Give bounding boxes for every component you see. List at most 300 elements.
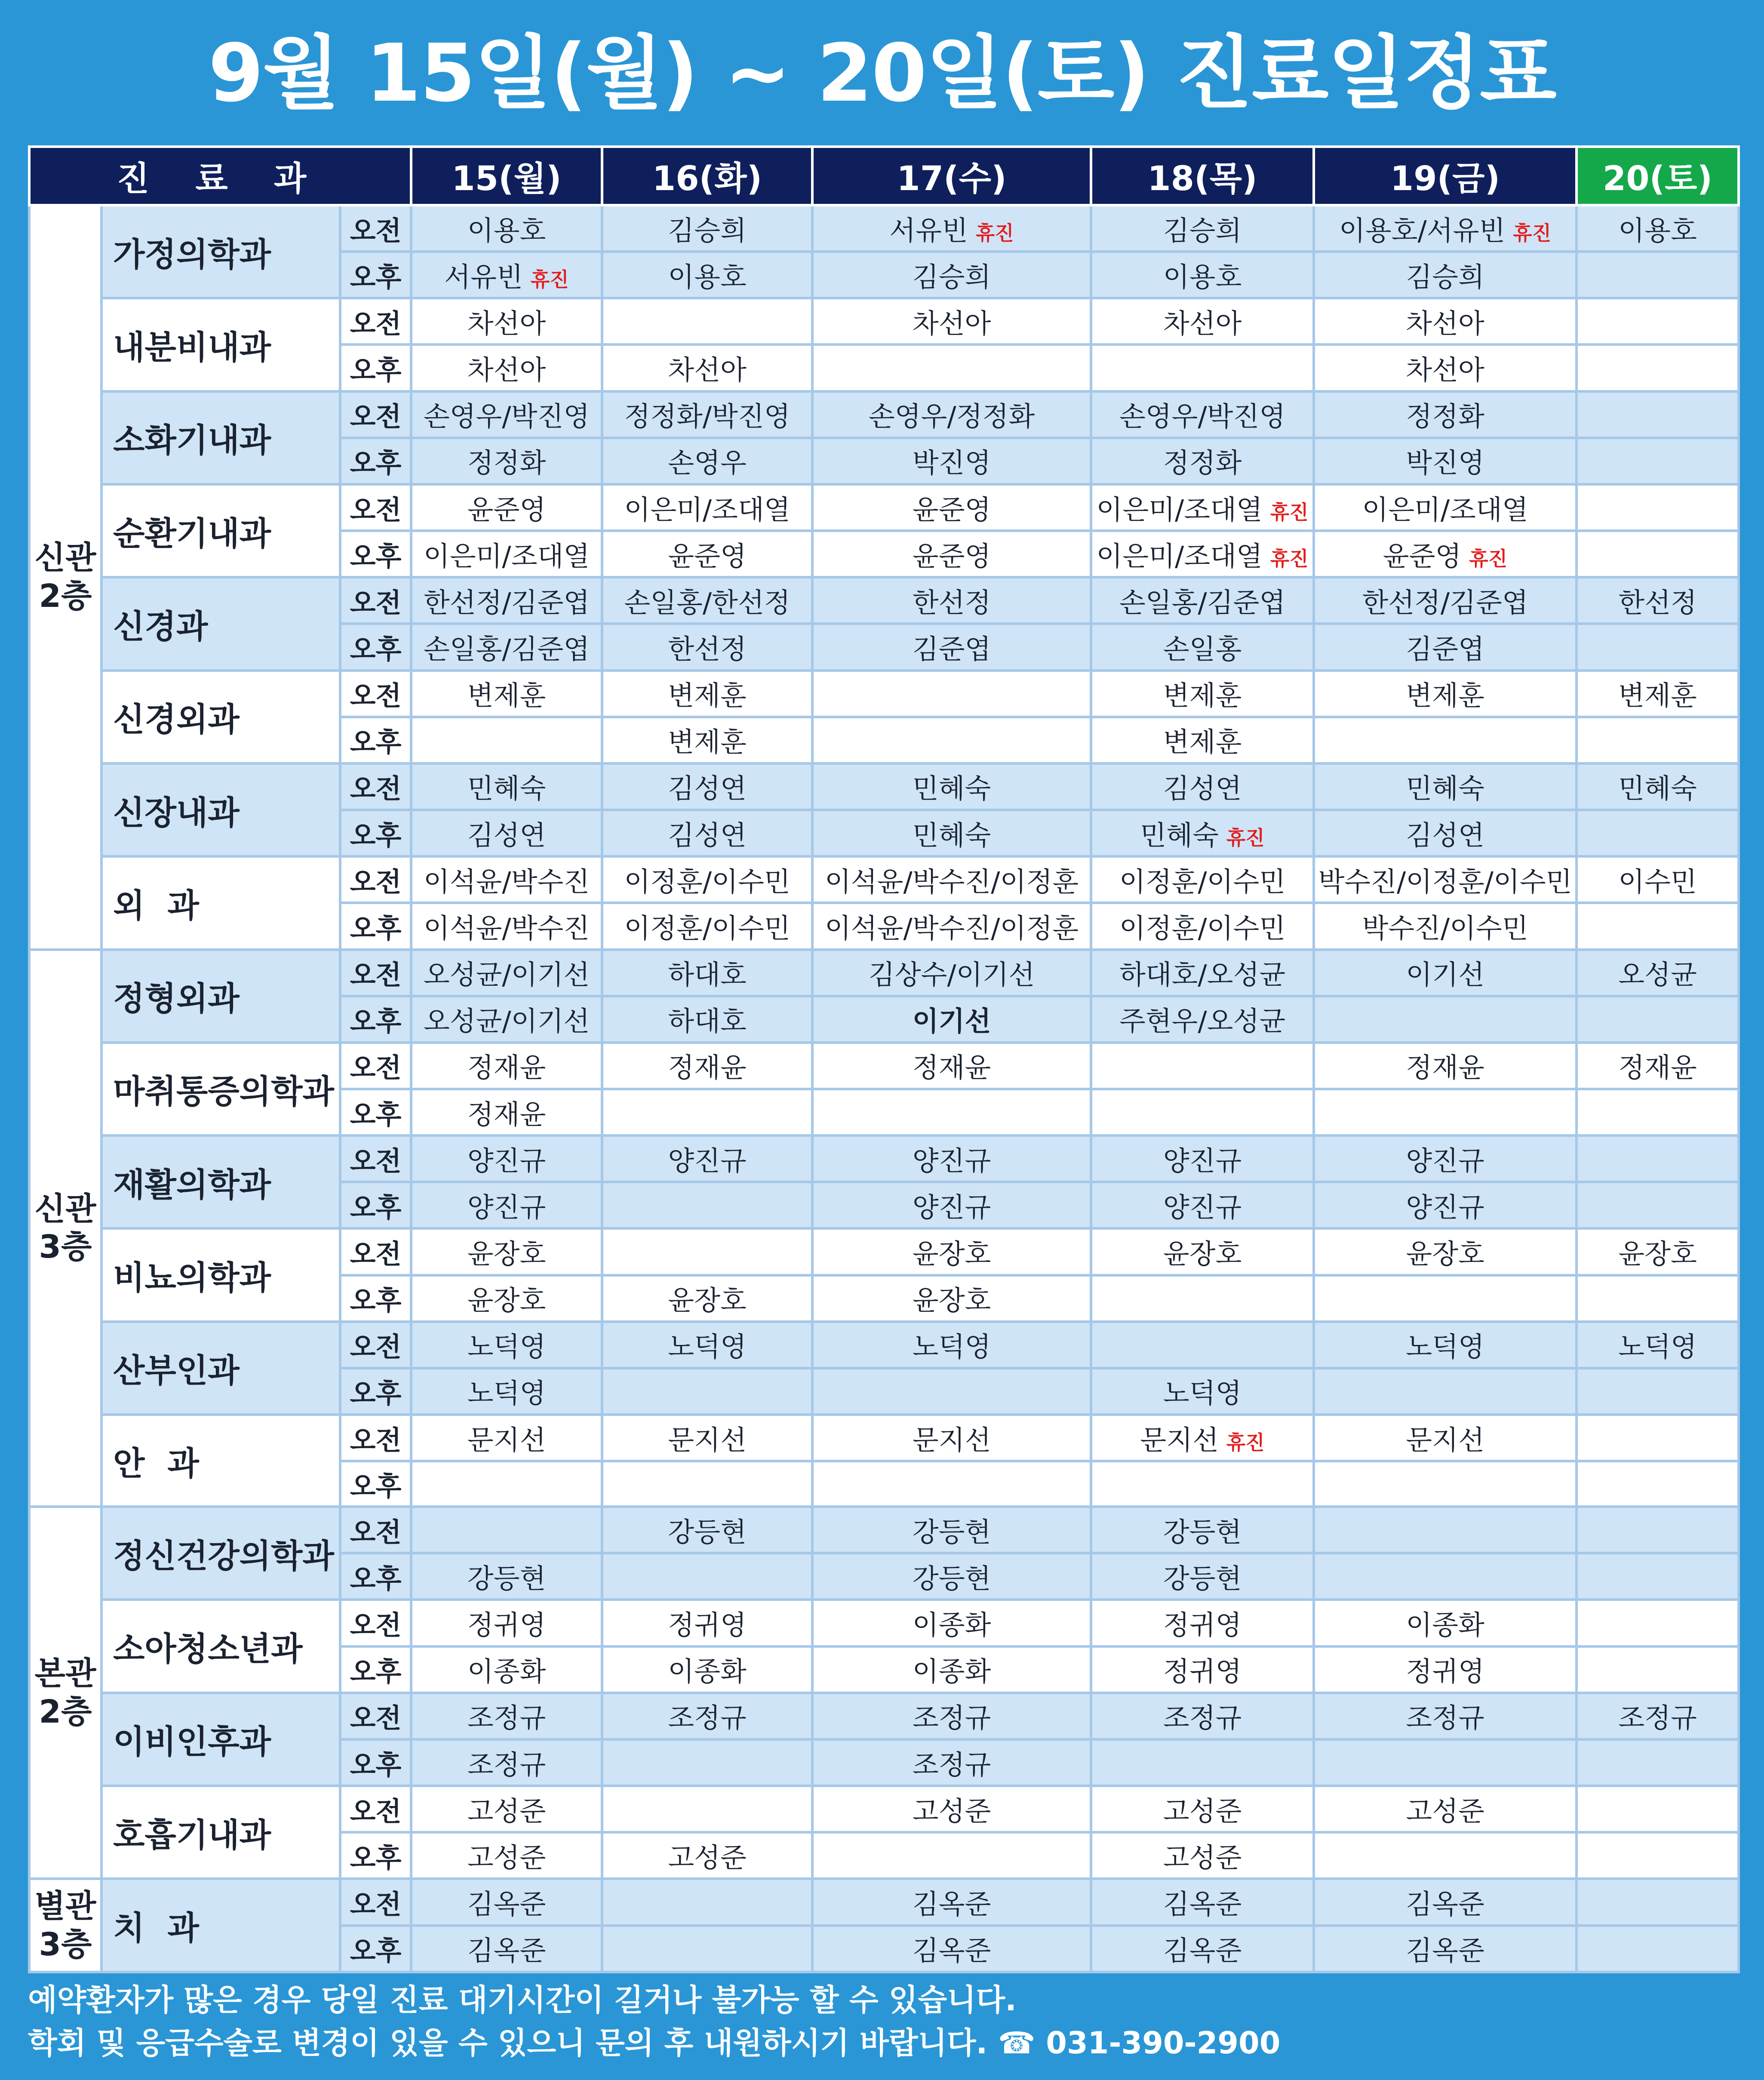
period-morning: 오전 bbox=[340, 205, 411, 252]
doctor-cell bbox=[1577, 903, 1739, 949]
doctor-cell bbox=[1091, 1786, 1314, 1832]
doctor-cell bbox=[411, 1368, 602, 1415]
doctor-cell bbox=[411, 1600, 602, 1646]
department-name: 정신건강의학과 bbox=[101, 1507, 340, 1600]
doctor-cell bbox=[1577, 252, 1739, 298]
doctor-name: 조정규 bbox=[912, 1749, 991, 1781]
doctor-name: 윤장호 bbox=[912, 1285, 991, 1317]
doctor-cell bbox=[812, 810, 1091, 856]
doctor-name: 강등현 bbox=[1163, 1516, 1242, 1548]
doctor-cell bbox=[1314, 1415, 1577, 1461]
department-name: 정형외과 bbox=[101, 950, 340, 1043]
doctor-cell bbox=[602, 1089, 812, 1135]
doctor-name: 노덕영 bbox=[1163, 1378, 1242, 1409]
doctor-name: 이석윤/박수진 bbox=[423, 912, 590, 944]
doctor-cell bbox=[411, 1926, 602, 1972]
department-name: 치 과 bbox=[101, 1879, 340, 1972]
building-label-line: 3층 bbox=[39, 1926, 92, 1963]
doctor-cell bbox=[602, 391, 812, 438]
doctor-name: 차선아 bbox=[467, 308, 546, 339]
doctor-name: 윤장호 bbox=[1618, 1238, 1697, 1270]
doctor-cell bbox=[812, 1600, 1091, 1646]
period-afternoon: 오후 bbox=[340, 810, 411, 856]
phone-number[interactable]: 031-390-2900 bbox=[1046, 2025, 1281, 2061]
saturday-header: 20(토) bbox=[1577, 147, 1739, 205]
doctor-cell bbox=[1577, 1832, 1739, 1879]
doctor-name: 변제훈 bbox=[1618, 680, 1697, 712]
doctor-name: 이은미/조대열 bbox=[1362, 494, 1528, 526]
doctor-cell bbox=[1314, 950, 1577, 996]
doctor-cell bbox=[812, 1693, 1091, 1739]
period-morning: 오전 bbox=[340, 1879, 411, 1925]
doctor-name: 강등현 bbox=[912, 1563, 991, 1594]
doctor-name: 이기선 bbox=[1406, 959, 1484, 991]
doctor-cell bbox=[812, 1043, 1091, 1089]
doctor-cell bbox=[411, 1182, 602, 1228]
period-morning: 오전 bbox=[340, 1043, 411, 1089]
doctor-cell bbox=[411, 1461, 602, 1507]
doctor-cell bbox=[1091, 1275, 1314, 1322]
schedule-row bbox=[29, 950, 1739, 996]
doctor-cell bbox=[1577, 671, 1739, 717]
doctor-name: 노덕영 bbox=[1406, 1331, 1484, 1363]
doctor-cell bbox=[812, 1275, 1091, 1322]
doctor-cell bbox=[1091, 1553, 1314, 1600]
doctor-name: 이종화 bbox=[668, 1656, 747, 1688]
schedule-row bbox=[29, 298, 1739, 345]
doctor-name: 이용호 bbox=[467, 215, 546, 246]
doctor-cell bbox=[1314, 810, 1577, 856]
doctor-name: 김옥준 bbox=[467, 1888, 546, 1920]
doctor-name: 주현우/오성균 bbox=[1119, 1006, 1286, 1037]
doctor-cell bbox=[602, 1926, 812, 1972]
doctor-name: 조정규 bbox=[668, 1702, 747, 1734]
doctor-name: 노덕영 bbox=[467, 1331, 546, 1363]
doctor-name: 문지선 bbox=[912, 1424, 991, 1456]
period-afternoon: 오후 bbox=[340, 1646, 411, 1693]
day-header: 17(수) bbox=[812, 147, 1091, 205]
building-label-line: 신관 bbox=[34, 1190, 96, 1228]
doctor-cell bbox=[411, 438, 602, 484]
doctor-cell bbox=[812, 1461, 1091, 1507]
doctor-cell bbox=[1314, 1600, 1577, 1646]
doctor-cell bbox=[1577, 1646, 1739, 1693]
doctor-cell bbox=[1577, 1461, 1739, 1507]
doctor-cell bbox=[1577, 763, 1739, 810]
doctor-name: 한선정 bbox=[1618, 587, 1697, 618]
doctor-cell bbox=[1091, 1415, 1314, 1461]
department-name: 소화기내과 bbox=[101, 391, 340, 484]
doctor-cell bbox=[1314, 1182, 1577, 1228]
doctor-cell bbox=[812, 1368, 1091, 1415]
doctor-cell bbox=[602, 205, 812, 252]
doctor-cell bbox=[411, 391, 602, 438]
doctor-name: 윤장호 bbox=[1163, 1238, 1242, 1270]
department-name: 가정의학과 bbox=[101, 205, 340, 298]
doctor-cell bbox=[602, 577, 812, 624]
doctor-cell bbox=[1577, 1507, 1739, 1553]
doctor-cell bbox=[812, 1322, 1091, 1368]
department-name: 이비인후과 bbox=[101, 1693, 340, 1786]
doctor-name: 한선정 bbox=[912, 587, 991, 618]
doctor-cell bbox=[1314, 1786, 1577, 1832]
doctor-name: 이종화 bbox=[912, 1609, 991, 1641]
doctor-name: 김옥준 bbox=[912, 1888, 991, 1920]
doctor-name: 고성준 bbox=[912, 1795, 991, 1827]
doctor-cell bbox=[812, 903, 1091, 949]
doctor-name: 고성준 bbox=[1163, 1842, 1242, 1874]
doctor-name: 손일홍/김준엽 bbox=[423, 633, 590, 665]
doctor-name: 김승희 bbox=[1406, 261, 1484, 293]
doctor-name: 정귀영 bbox=[1163, 1656, 1242, 1688]
department-name: 신경외과 bbox=[101, 671, 340, 763]
doctor-cell bbox=[812, 391, 1091, 438]
doctor-name: 김승희 bbox=[912, 261, 991, 293]
doctor-name: 민혜숙 bbox=[467, 773, 546, 805]
doctor-name: 양진규 bbox=[912, 1145, 991, 1177]
department-name: 호흡기내과 bbox=[101, 1786, 340, 1879]
doctor-cell bbox=[602, 1832, 812, 1879]
dept-column-header: 진 료 과 bbox=[29, 147, 411, 205]
doctor-cell bbox=[602, 717, 812, 763]
doctor-cell bbox=[1314, 205, 1577, 252]
schedule-row bbox=[29, 1600, 1739, 1646]
doctor-name: 이용호 bbox=[1163, 261, 1242, 293]
doctor-cell bbox=[602, 1553, 812, 1600]
department-name: 신경과 bbox=[101, 577, 340, 670]
doctor-name: 노덕영 bbox=[1618, 1331, 1697, 1363]
doctor-cell bbox=[602, 1879, 812, 1925]
period-afternoon: 오후 bbox=[340, 1089, 411, 1135]
doctor-cell bbox=[411, 484, 602, 531]
doctor-cell bbox=[602, 1786, 812, 1832]
department-name: 산부인과 bbox=[101, 1322, 340, 1415]
doctor-name: 노덕영 bbox=[467, 1378, 546, 1409]
doctor-name: 고성준 bbox=[668, 1842, 747, 1874]
doctor-cell bbox=[1091, 1135, 1314, 1182]
period-morning: 오전 bbox=[340, 484, 411, 531]
doctor-name: 이수민 bbox=[1618, 866, 1697, 898]
doctor-cell bbox=[812, 531, 1091, 577]
schedule-row bbox=[29, 1786, 1739, 1832]
doctor-name: 차선아 bbox=[1163, 308, 1242, 339]
building-label bbox=[29, 205, 101, 950]
doctor-name: 조정규 bbox=[912, 1702, 991, 1734]
doctor-cell bbox=[812, 1739, 1091, 1786]
doctor-cell bbox=[1577, 345, 1739, 391]
doctor-name: 이정훈/이수민 bbox=[624, 912, 790, 944]
doctor-cell bbox=[1314, 996, 1577, 1043]
doctor-cell bbox=[1091, 345, 1314, 391]
doctor-cell bbox=[1091, 1182, 1314, 1228]
doctor-cell bbox=[1314, 577, 1577, 624]
closed-badge: 휴진 bbox=[1513, 221, 1552, 245]
doctor-cell bbox=[1577, 531, 1739, 577]
doctor-cell bbox=[1314, 1135, 1577, 1182]
schedule-row bbox=[29, 1507, 1739, 1553]
doctor-name: 윤장호 bbox=[467, 1238, 546, 1270]
doctor-cell bbox=[602, 1415, 812, 1461]
department-name: 안 과 bbox=[101, 1415, 340, 1507]
doctor-cell bbox=[1091, 1228, 1314, 1275]
doctor-cell bbox=[812, 577, 1091, 624]
doctor-cell bbox=[1577, 950, 1739, 996]
doctor-cell bbox=[1314, 763, 1577, 810]
doctor-cell bbox=[1314, 531, 1577, 577]
doctor-cell bbox=[1091, 1043, 1314, 1089]
doctor-name: 하대호/오성균 bbox=[1119, 959, 1286, 991]
doctor-name: 이기선 bbox=[912, 1006, 991, 1037]
doctor-cell bbox=[1091, 1739, 1314, 1786]
doctor-name: 변제훈 bbox=[668, 680, 747, 712]
closed-badge: 휴진 bbox=[530, 268, 569, 291]
doctor-cell bbox=[1091, 1879, 1314, 1925]
doctor-cell bbox=[1577, 1089, 1739, 1135]
building-label-line: 3층 bbox=[39, 1228, 92, 1266]
doctor-name: 김성연 bbox=[467, 819, 546, 851]
doctor-cell bbox=[602, 484, 812, 531]
doctor-name: 서유빈 bbox=[889, 215, 968, 246]
doctor-cell bbox=[411, 1135, 602, 1182]
doctor-cell bbox=[1577, 624, 1739, 670]
doctor-name: 박수진/이수민 bbox=[1362, 912, 1528, 944]
doctor-cell bbox=[1314, 1368, 1577, 1415]
doctor-cell bbox=[1577, 1879, 1739, 1925]
day-header: 18(목) bbox=[1091, 147, 1314, 205]
doctor-name: 윤준영 bbox=[1383, 540, 1462, 572]
doctor-cell bbox=[411, 1646, 602, 1693]
footer-line-2 bbox=[28, 2022, 1737, 2065]
period-morning: 오전 bbox=[340, 577, 411, 624]
doctor-name: 정정화/박진영 bbox=[624, 401, 790, 433]
doctor-cell bbox=[602, 810, 812, 856]
doctor-cell bbox=[1314, 903, 1577, 949]
doctor-name: 박진영 bbox=[1406, 447, 1484, 479]
doctor-cell bbox=[1577, 810, 1739, 856]
schedule-row bbox=[29, 671, 1739, 717]
doctor-name: 하대호 bbox=[668, 959, 747, 991]
doctor-name: 정재윤 bbox=[668, 1052, 747, 1084]
doctor-name: 양진규 bbox=[1406, 1191, 1484, 1223]
day-header: 15(월) bbox=[411, 147, 602, 205]
doctor-name: 윤장호 bbox=[912, 1238, 991, 1270]
doctor-name: 오성균/이기선 bbox=[423, 959, 590, 991]
doctor-cell bbox=[1091, 531, 1314, 577]
doctor-cell bbox=[1314, 1553, 1577, 1600]
doctor-cell bbox=[602, 671, 812, 717]
doctor-cell bbox=[1091, 1089, 1314, 1135]
schedule-row bbox=[29, 205, 1739, 252]
doctor-cell bbox=[812, 1786, 1091, 1832]
closed-badge: 휴진 bbox=[975, 221, 1014, 245]
period-morning: 오전 bbox=[340, 298, 411, 345]
doctor-name: 조정규 bbox=[1618, 1702, 1697, 1734]
schedule-row bbox=[29, 1879, 1739, 1925]
doctor-cell bbox=[411, 1693, 602, 1739]
doctor-cell bbox=[812, 1415, 1091, 1461]
doctor-name: 변제훈 bbox=[1406, 680, 1484, 712]
doctor-name: 이은미/조대열 bbox=[1096, 494, 1263, 526]
department-name: 비뇨의학과 bbox=[101, 1228, 340, 1321]
doctor-name: 윤장호 bbox=[1406, 1238, 1484, 1270]
doctor-name: 정재윤 bbox=[467, 1052, 546, 1084]
doctor-name: 손영우/박진영 bbox=[1119, 401, 1286, 433]
doctor-name: 정귀영 bbox=[467, 1609, 546, 1641]
doctor-cell bbox=[1091, 1461, 1314, 1507]
doctor-name: 정재윤 bbox=[912, 1052, 991, 1084]
doctor-name: 김승희 bbox=[668, 215, 747, 246]
doctor-cell bbox=[602, 1507, 812, 1553]
doctor-cell bbox=[411, 298, 602, 345]
doctor-cell bbox=[1577, 391, 1739, 438]
building-label-line: 신관 bbox=[34, 539, 96, 577]
doctor-name: 민혜숙 bbox=[1618, 773, 1697, 805]
doctor-name: 정재윤 bbox=[1618, 1052, 1697, 1084]
period-morning: 오전 bbox=[340, 856, 411, 903]
doctor-cell bbox=[1314, 1926, 1577, 1972]
doctor-cell bbox=[812, 345, 1091, 391]
doctor-cell bbox=[812, 1646, 1091, 1693]
doctor-cell bbox=[1577, 1553, 1739, 1600]
doctor-cell bbox=[602, 1182, 812, 1228]
doctor-name: 한선정/김준엽 bbox=[1362, 587, 1528, 618]
doctor-name: 오성균/이기선 bbox=[423, 1006, 590, 1037]
doctor-name: 조정규 bbox=[467, 1702, 546, 1734]
doctor-name: 박수진/이정훈/이수민 bbox=[1318, 866, 1572, 898]
doctor-cell bbox=[1577, 1322, 1739, 1368]
table-header-row bbox=[29, 147, 1739, 205]
doctor-name: 고성준 bbox=[1163, 1795, 1242, 1827]
doctor-name: 차선아 bbox=[912, 308, 991, 339]
doctor-name: 양진규 bbox=[467, 1191, 546, 1223]
doctor-cell bbox=[812, 1228, 1091, 1275]
doctor-name: 양진규 bbox=[1163, 1145, 1242, 1177]
doctor-cell bbox=[1314, 484, 1577, 531]
building-label-line: 2층 bbox=[39, 578, 92, 615]
doctor-cell bbox=[411, 763, 602, 810]
doctor-name: 윤준영 bbox=[912, 540, 991, 572]
doctor-name: 변제훈 bbox=[668, 726, 747, 758]
doctor-name: 양진규 bbox=[912, 1191, 991, 1223]
period-afternoon: 오후 bbox=[340, 1275, 411, 1322]
phone-icon: ☎ bbox=[998, 2025, 1036, 2061]
doctor-cell bbox=[602, 438, 812, 484]
doctor-cell bbox=[1091, 391, 1314, 438]
doctor-cell bbox=[602, 903, 812, 949]
doctor-name: 차선아 bbox=[1406, 308, 1484, 339]
doctor-name: 조정규 bbox=[467, 1749, 546, 1781]
doctor-cell bbox=[411, 856, 602, 903]
doctor-name: 김옥준 bbox=[912, 1935, 991, 1967]
doctor-name: 조정규 bbox=[1406, 1702, 1484, 1734]
doctor-cell bbox=[1314, 1043, 1577, 1089]
doctor-name: 정정화 bbox=[1406, 401, 1484, 433]
doctor-name: 민혜숙 bbox=[1140, 819, 1219, 851]
doctor-name: 문지선 bbox=[668, 1424, 747, 1456]
doctor-name: 차선아 bbox=[668, 354, 747, 386]
doctor-cell bbox=[602, 1043, 812, 1089]
doctor-name: 조정규 bbox=[1163, 1702, 1242, 1734]
doctor-cell bbox=[1091, 856, 1314, 903]
department-name: 내분비내과 bbox=[101, 298, 340, 391]
doctor-name: 고성준 bbox=[467, 1795, 546, 1827]
doctor-cell bbox=[1091, 1322, 1314, 1368]
doctor-cell bbox=[812, 298, 1091, 345]
department-name: 순환기내과 bbox=[101, 484, 340, 577]
doctor-name: 김옥준 bbox=[467, 1935, 546, 1967]
department-name: 외 과 bbox=[101, 856, 340, 949]
doctor-name: 양진규 bbox=[467, 1145, 546, 1177]
doctor-name: 민혜숙 bbox=[912, 819, 991, 851]
doctor-cell bbox=[812, 763, 1091, 810]
doctor-cell bbox=[411, 671, 602, 717]
doctor-cell bbox=[602, 252, 812, 298]
doctor-name: 정정화 bbox=[467, 447, 546, 479]
period-afternoon: 오후 bbox=[340, 1368, 411, 1415]
doctor-cell bbox=[602, 298, 812, 345]
doctor-name: 민혜숙 bbox=[1406, 773, 1484, 805]
doctor-cell bbox=[411, 205, 602, 252]
doctor-name: 윤준영 bbox=[467, 494, 546, 526]
doctor-name: 이종화 bbox=[1406, 1609, 1484, 1641]
doctor-name: 이석윤/박수진/이정훈 bbox=[824, 866, 1079, 898]
department-name: 소아청소년과 bbox=[101, 1600, 340, 1692]
doctor-cell bbox=[411, 1786, 602, 1832]
doctor-cell bbox=[1091, 1926, 1314, 1972]
doctor-name: 이용호 bbox=[1618, 215, 1697, 246]
doctor-name: 문지선 bbox=[467, 1424, 546, 1456]
doctor-name: 변제훈 bbox=[467, 680, 546, 712]
doctor-cell bbox=[602, 1600, 812, 1646]
doctor-name: 이종화 bbox=[467, 1656, 546, 1688]
doctor-name: 손영우/정정화 bbox=[868, 401, 1035, 433]
doctor-name: 강등현 bbox=[1163, 1563, 1242, 1594]
doctor-cell bbox=[1091, 763, 1314, 810]
doctor-name: 강등현 bbox=[912, 1516, 991, 1548]
doctor-name: 정재윤 bbox=[1406, 1052, 1484, 1084]
period-afternoon: 오후 bbox=[340, 531, 411, 577]
closed-badge: 휴진 bbox=[1469, 547, 1508, 570]
doctor-name: 고성준 bbox=[1406, 1795, 1484, 1827]
footer-line-1: 예약환자가 많은 경우 당일 진료 대기시간이 길거나 불가능 할 수 있습니다. bbox=[28, 1982, 1017, 2018]
doctor-name: 강등현 bbox=[668, 1516, 747, 1548]
doctor-name: 김성연 bbox=[1406, 819, 1484, 851]
doctor-name: 이종화 bbox=[912, 1656, 991, 1688]
doctor-name: 손일홍 bbox=[1163, 633, 1242, 665]
schedule-row bbox=[29, 391, 1739, 438]
doctor-cell bbox=[602, 1228, 812, 1275]
period-afternoon: 오후 bbox=[340, 1926, 411, 1972]
doctor-cell bbox=[602, 950, 812, 996]
doctor-name: 윤장호 bbox=[467, 1285, 546, 1317]
schedule-row bbox=[29, 1415, 1739, 1461]
doctor-cell bbox=[812, 996, 1091, 1043]
doctor-name: 한선정 bbox=[668, 633, 747, 665]
doctor-cell bbox=[1577, 1135, 1739, 1182]
doctor-name: 정정화 bbox=[1163, 447, 1242, 479]
period-afternoon: 오후 bbox=[340, 624, 411, 670]
doctor-cell bbox=[1314, 1322, 1577, 1368]
period-afternoon: 오후 bbox=[340, 1553, 411, 1600]
doctor-cell bbox=[1091, 484, 1314, 531]
doctor-cell bbox=[1091, 996, 1314, 1043]
doctor-cell bbox=[1577, 1739, 1739, 1786]
doctor-cell bbox=[602, 1739, 812, 1786]
doctor-name: 김옥준 bbox=[1406, 1888, 1484, 1920]
doctor-cell bbox=[1314, 1461, 1577, 1507]
doctor-name: 양진규 bbox=[668, 1145, 747, 1177]
building-label bbox=[29, 1507, 101, 1879]
